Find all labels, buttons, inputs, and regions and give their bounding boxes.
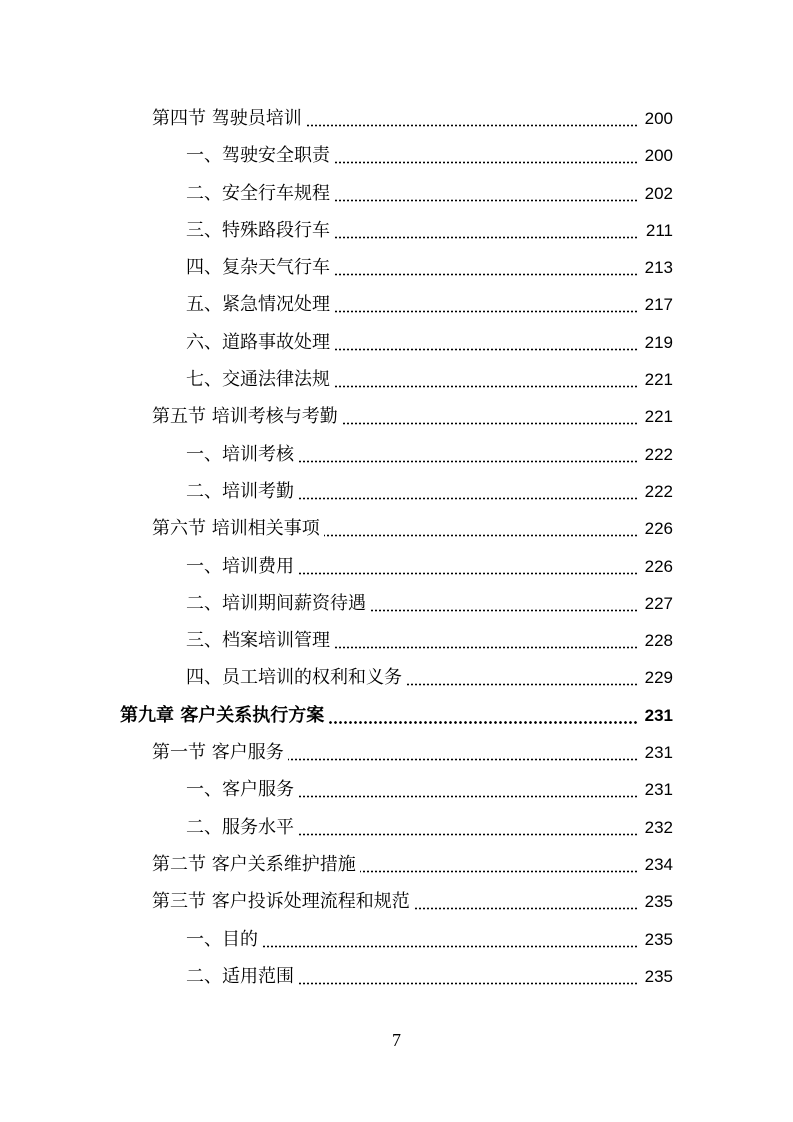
toc-entry-title: 三、特殊路段行车 <box>186 219 330 241</box>
toc-entry-title: 三、档案培训管理 <box>186 630 330 652</box>
toc-entry-title: 第四节 驾驶员培训 <box>152 108 302 129</box>
toc-subsection-entry[interactable] <box>0 324 793 361</box>
toc-entry-title: 二、服务水平 <box>186 816 294 838</box>
toc-entry-page-number: 231 <box>644 780 673 800</box>
toc-dot-leader <box>334 273 638 276</box>
toc-entry-page-number: 226 <box>644 556 673 576</box>
toc-subsection-entry[interactable] <box>0 585 793 622</box>
toc-entry-title: 一、驾驶安全职责 <box>186 145 330 167</box>
toc-subsection-entry[interactable] <box>0 771 793 808</box>
toc-entry-page-number: 229 <box>644 668 673 688</box>
toc-dot-leader <box>298 795 638 798</box>
toc-subsection-entry[interactable] <box>0 137 793 174</box>
toc-dot-leader <box>262 945 638 948</box>
toc-entry-title: 第三节 客户投诉处理流程和规范 <box>152 891 410 913</box>
toc-dot-leader <box>306 124 638 127</box>
toc-entry-title: 第一节 客户服务 <box>152 742 284 764</box>
toc-subsection-entry[interactable] <box>0 548 793 585</box>
toc-subsection-entry[interactable] <box>0 249 793 286</box>
toc-subsection-entry[interactable] <box>0 659 793 696</box>
toc-entry-page-number: 231 <box>644 743 673 763</box>
toc-entry-page-number: 200 <box>644 146 673 166</box>
toc-dot-leader <box>370 609 638 612</box>
toc-entry-title: 一、培训考核 <box>186 443 294 465</box>
toc-dot-leader <box>298 497 638 500</box>
toc-entry-page-number: 226 <box>644 519 673 539</box>
toc-entry-page-number: 228 <box>644 631 673 651</box>
toc-dot-leader <box>334 348 638 351</box>
toc-entry-title: 四、复杂天气行车 <box>186 257 330 279</box>
toc-dot-leader <box>334 646 638 649</box>
toc-entry-page-number: 222 <box>644 481 673 501</box>
toc-entry-page-number: 217 <box>644 295 673 315</box>
toc-section-entry[interactable] <box>0 734 793 771</box>
toc-dot-leader <box>298 833 638 836</box>
toc-entry-page-number: 221 <box>644 407 673 427</box>
toc-dot-leader <box>334 161 638 164</box>
toc-dot-leader <box>406 683 638 686</box>
toc-subsection-entry[interactable] <box>0 622 793 659</box>
toc-subsection-entry[interactable] <box>0 175 793 212</box>
toc-entry-page-number: 235 <box>644 966 673 986</box>
toc-entry-page-number: 211 <box>645 220 673 240</box>
toc-section-entry[interactable] <box>0 510 793 547</box>
toc-subsection-entry[interactable] <box>0 958 793 995</box>
table-of-contents <box>0 100 793 995</box>
toc-entry-title: 第二节 客户关系维护措施 <box>152 853 356 875</box>
toc-entry-title: 六、道路事故处理 <box>186 331 330 353</box>
toc-entry-page-number: 222 <box>644 444 673 464</box>
toc-dot-leader <box>324 534 638 537</box>
toc-section-entry[interactable] <box>0 398 793 435</box>
toc-entry-page-number: 221 <box>644 370 673 390</box>
toc-entry-page-number: 227 <box>644 593 673 613</box>
toc-subsection-entry[interactable] <box>0 286 793 323</box>
toc-subsection-entry[interactable] <box>0 436 793 473</box>
toc-entry-page-number: 200 <box>644 109 673 128</box>
toc-dot-leader <box>298 982 638 985</box>
toc-entry-title: 二、培训期间薪资待遇 <box>186 592 366 614</box>
toc-entry-title: 四、员工培训的权利和义务 <box>186 667 402 689</box>
toc-dot-leader <box>334 236 638 239</box>
toc-entry-page-number: 202 <box>644 183 673 203</box>
toc-section-entry[interactable] <box>0 883 793 920</box>
toc-entry-title: 第五节 培训考核与考勤 <box>152 406 338 428</box>
toc-dot-leader <box>414 907 638 910</box>
toc-section-entry[interactable] <box>0 100 793 137</box>
toc-entry-page-number: 232 <box>644 817 673 837</box>
toc-section-entry[interactable] <box>0 846 793 883</box>
toc-entry-title: 一、培训费用 <box>186 555 294 577</box>
toc-entry-title: 第六节 培训相关事项 <box>152 518 320 540</box>
toc-dot-leader <box>360 870 638 873</box>
toc-dot-leader <box>288 758 638 761</box>
toc-entry-title: 第九章 客户关系执行方案 <box>120 704 325 726</box>
toc-dot-leader <box>298 460 638 463</box>
toc-entry-page-number: 235 <box>644 929 673 949</box>
toc-entry-title: 七、交通法律法规 <box>186 369 330 391</box>
toc-entry-title: 五、紧急情况处理 <box>186 294 330 316</box>
page-number: 7 <box>392 1030 401 1050</box>
toc-chapter-entry[interactable] <box>0 697 793 734</box>
toc-dot-leader <box>298 572 638 575</box>
toc-entry-page-number: 235 <box>644 892 673 912</box>
toc-entry-title: 二、安全行车规程 <box>186 182 330 204</box>
toc-entry-page-number: 213 <box>644 258 673 278</box>
toc-dot-leader <box>334 310 638 313</box>
toc-dot-leader <box>334 199 638 202</box>
toc-entry-page-number: 219 <box>644 332 673 352</box>
toc-entry-title: 二、培训考勤 <box>186 480 294 502</box>
toc-dot-leader <box>328 721 638 724</box>
toc-entry-page-number: 231 <box>644 705 673 725</box>
toc-dot-leader <box>342 422 638 425</box>
toc-entry-title: 一、客户服务 <box>186 779 294 801</box>
toc-entry-title: 一、目的 <box>186 928 258 950</box>
toc-dot-leader <box>334 385 638 388</box>
toc-subsection-entry[interactable] <box>0 809 793 846</box>
toc-subsection-entry[interactable] <box>0 473 793 510</box>
toc-entry-title: 二、适用范围 <box>186 965 294 987</box>
toc-subsection-entry[interactable] <box>0 361 793 398</box>
toc-subsection-entry[interactable] <box>0 921 793 958</box>
toc-subsection-entry[interactable] <box>0 212 793 249</box>
toc-entry-page-number: 234 <box>644 854 673 874</box>
